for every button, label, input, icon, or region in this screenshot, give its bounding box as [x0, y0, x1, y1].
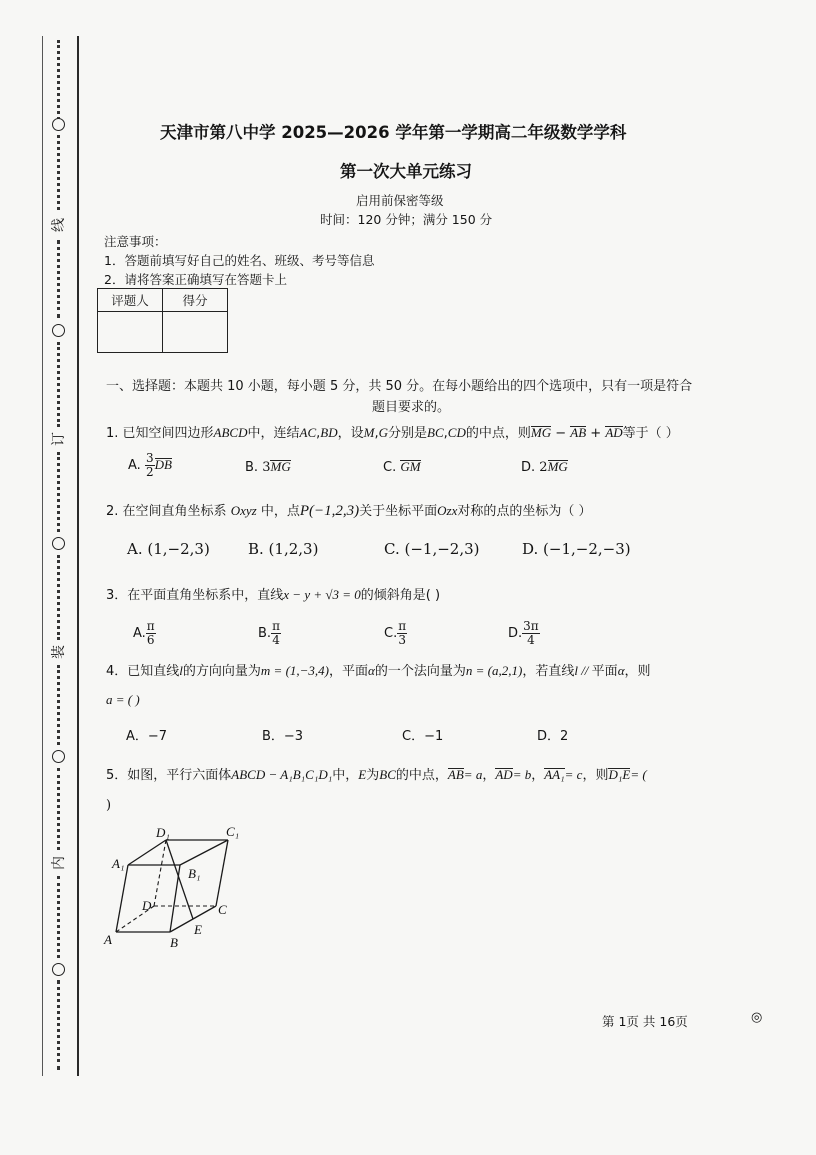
margin-dots	[57, 768, 66, 850]
question-3-option-a[interactable]: A. $\frac{\pi}{6}$	[133, 619, 155, 647]
score-header: 得分	[163, 289, 228, 312]
binding-margin-outer-line	[42, 36, 43, 1076]
question-1-option-b[interactable]: B. 3MG	[245, 459, 291, 475]
confidential-level: 启用前保密等级	[356, 193, 444, 208]
edge-aa1	[116, 865, 128, 932]
label-b: B	[170, 935, 178, 950]
question-1-option-a[interactable]: A. $\frac{3}{2}$ DB	[128, 451, 172, 479]
margin-circle	[52, 324, 65, 337]
question-2-option-c[interactable]: C. (−1,−2,3)	[384, 540, 480, 558]
margin-dots	[57, 135, 66, 210]
margin-circle	[52, 750, 65, 763]
label-e: E	[194, 922, 202, 937]
page-number: 第 1页 共 16页	[602, 1014, 688, 1029]
question-4-option-a[interactable]: A．−7	[126, 729, 168, 744]
question-5-stem: 5．如图，平行六面体ABCD − A₁B₁C₁D₁中，E为BC的中点，AB= a，AD= b，AA₁= c，则D₁E= (	[106, 767, 647, 783]
margin-char-nei: 内	[51, 856, 67, 870]
margin-dots	[57, 342, 66, 427]
margin-dots	[57, 876, 66, 958]
question-1-option-c[interactable]: C. GM	[383, 459, 421, 475]
binding-margin-line	[77, 36, 79, 1076]
question-4-option-d[interactable]: D．2	[537, 729, 569, 744]
margin-char-xian: 线	[51, 218, 67, 232]
question-2-option-b[interactable]: B. (1,2,3)	[248, 540, 319, 558]
label-b1: B₁	[188, 866, 201, 881]
question-1-stem: 1. 已知空间四边形ABCD中，连结AC,BD，设M,G分别是BC,CD的中点，则MG − AB + AD等于（ ）	[106, 425, 679, 441]
question-3-option-c[interactable]: C. $\frac{\pi}{3}$	[384, 619, 407, 647]
margin-dots	[57, 555, 66, 640]
score-cell[interactable]	[163, 312, 228, 353]
question-4-option-b[interactable]: B．−3	[262, 729, 304, 744]
footer-mark-icon: ◎	[751, 1010, 763, 1025]
question-4-option-c[interactable]: C．−1	[402, 729, 444, 744]
note-item: 1．答题前填写好自己的姓名、班级、考号等信息	[104, 253, 375, 268]
question-5-close-paren: )	[106, 798, 112, 813]
notes-heading: 注意事项：	[104, 234, 167, 249]
label-a1: A₁	[112, 856, 125, 871]
margin-circle	[52, 537, 65, 550]
margin-dots	[57, 665, 66, 745]
label-c: C	[218, 902, 227, 917]
grader-cell[interactable]	[98, 312, 163, 353]
question-3-option-d[interactable]: D. $\frac{3\pi}{4}$	[508, 619, 539, 647]
exam-subtitle: 第一次大单元练习	[340, 162, 472, 181]
label-d: D	[142, 898, 152, 913]
margin-char-zhuang: 装	[51, 645, 67, 659]
question-2-option-d[interactable]: D. (−1,−2,−3)	[522, 540, 631, 558]
grader-header: 评题人	[98, 289, 163, 312]
label-d1: D₁	[156, 825, 170, 840]
time-and-score: 时间：120 分钟；满分 150 分	[320, 212, 493, 227]
parallelepiped-figure	[98, 820, 258, 955]
section-instructions-cont: 题目要求的。	[372, 400, 451, 415]
question-1-option-d[interactable]: D. 2MG	[521, 459, 568, 475]
label-c1: C₁	[226, 824, 240, 839]
margin-circle	[52, 118, 65, 131]
margin-dots	[57, 40, 66, 120]
question-4-stem-cont: a = ( )	[106, 692, 140, 707]
note-item: 2．请将答案正确填写在答题卡上	[104, 272, 287, 287]
question-4-stem: 4．已知直线l的方向向量为m = (1,−3,4)，平面α的一个法向量为n = (a,2,1)，若直线l // 平面α，则	[106, 663, 651, 679]
question-2-option-a[interactable]: A. (1,−2,3)	[127, 540, 210, 558]
edge-b1c1	[180, 840, 228, 865]
hidden-edge-dd1	[154, 840, 166, 906]
question-3-stem: 3．在平面直角坐标系中，直线x − y + √3 = 0的倾斜角是( )	[106, 587, 441, 603]
margin-dots	[57, 980, 66, 1070]
margin-circle	[52, 963, 65, 976]
question-3-option-b[interactable]: B. $\frac{\pi}{4}$	[258, 619, 280, 647]
label-a: A	[104, 932, 112, 947]
question-2-stem: 2. 在空间直角坐标系 Oxyz 中，点P(−1,2,3)关于坐标平面Ozx对称的点的坐标为（ ）	[106, 503, 592, 519]
edge-cc1	[216, 840, 228, 906]
edge-d1a1	[128, 840, 166, 865]
margin-char-ding: 订	[51, 432, 67, 446]
section-instructions: 一、选择题：本题共 10 小题，每小题 5 分，共 50 分。在每小题给出的四个选项中，只有一项是符合	[106, 379, 693, 394]
exam-title: 天津市第八中学 2025—2026 学年第一学期高二年级数学学科	[160, 123, 627, 142]
margin-dots	[57, 452, 66, 532]
score-table	[97, 288, 228, 353]
margin-dots	[57, 240, 66, 318]
